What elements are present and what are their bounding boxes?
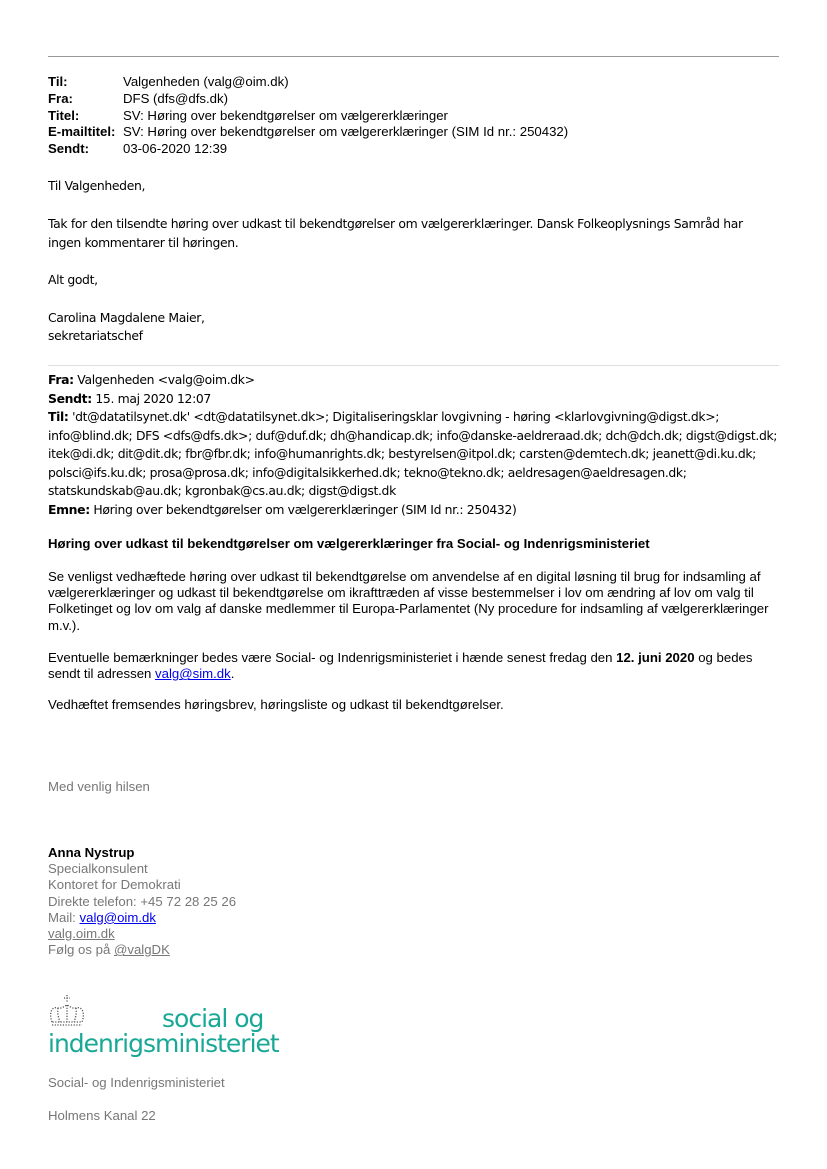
- reply-sender-title: sekretariatschef: [48, 328, 143, 343]
- email-header: [48, 74, 568, 158]
- mail-link[interactable]: valg@oim.dk: [79, 909, 156, 925]
- value: 03-06-2020 12:39: [123, 141, 228, 157]
- ministry-logo: [48, 994, 278, 1060]
- value: DFS (dfs@dfs.dk): [123, 90, 228, 106]
- top-divider: [48, 56, 779, 57]
- original-subject: [48, 501, 788, 520]
- value: Valgenheden (valg@oim.dk): [123, 74, 289, 89]
- text: .: [230, 666, 235, 682]
- logo-line1: social og: [162, 1004, 264, 1033]
- label: Til:: [48, 409, 69, 424]
- original-from: [48, 371, 788, 390]
- label: Fra:: [48, 372, 74, 387]
- value: Høring over bekendtgørelser om vælgererklæringer (SIM Id nr.: 250432): [93, 501, 517, 517]
- original-para3: Vedhæftet fremsendes høringsbrev, høringsliste og udkast til bekendtgørelser.: [48, 697, 504, 712]
- text: Eventuelle bemærkninger bedes være Social- og Indenrigsministeriet i hænde senest fredag den: [48, 650, 617, 665]
- value: Valgenheden <valg@oim.dk>: [77, 372, 255, 387]
- header-row-from: [48, 91, 568, 108]
- value: SV: Høring over bekendtgørelser om vælgererklæringer: [123, 107, 448, 123]
- reply-greeting: Til Valgenheden,: [48, 178, 146, 193]
- header-row-to: [48, 74, 568, 91]
- label: Emne:: [48, 501, 90, 517]
- original-headers: [48, 371, 788, 519]
- header-row-title: [48, 108, 568, 125]
- reply-body: Tak for den tilsendte høring over udkast til bekendtgørelser om vælgererklæringer. Dansk Folkeoplysnings Samråd har ingen kommentarer til høringen.: [48, 216, 743, 250]
- reply-sender-name: Carolina Magdalene Maier,: [48, 310, 205, 325]
- signature-follow: [48, 942, 783, 958]
- label: Sendt:: [48, 141, 90, 157]
- logo-line2: indenrigsministeriet: [48, 1029, 279, 1058]
- reply-closing: Alt godt,: [48, 272, 98, 287]
- label: E-mailtitel:: [48, 124, 116, 140]
- ministry-name: Social- og Indenrigsministeriet: [48, 1075, 225, 1090]
- label: Fra:: [48, 90, 73, 106]
- quote-divider: [48, 365, 779, 366]
- original-heading: Høring over udkast til bekendtgørelser om vælgererklæringer fra Social- og Indenrigsministeriet: [48, 536, 650, 551]
- deadline-date: 12. juni 2020: [616, 650, 695, 665]
- signature-greeting: Med venlig hilsen: [48, 779, 150, 794]
- twitter-link[interactable]: @valgDK: [113, 942, 170, 958]
- value: SV: Høring over bekendtgørelser om vælgererklæringer (SIM Id nr.: 250432): [123, 124, 569, 140]
- email-link[interactable]: valg@sim.dk: [155, 666, 231, 682]
- label: Mail:: [48, 909, 80, 925]
- crown-icon: [48, 994, 86, 1028]
- original-to: [48, 408, 788, 501]
- original-para1: Se venligst vedhæftede høring over udkast til bekendtgørelse om anvendelse af en digital løsning til brug for indsamling af vælgererklæringer og udkast til bekendtgørelse om ikrafttræden af visse bestemmelser i lov om ændring af lov om valg til Folketinget og lov om valg af danske medlemmer til Europa-Parlamentet (Ny procedure for indsamling af vælgererklæringer m.v.).: [48, 569, 769, 633]
- label: Sendt:: [48, 390, 92, 406]
- original-sent: [48, 390, 788, 409]
- label: Følg os på: [48, 942, 114, 958]
- signature-mail: [48, 910, 783, 926]
- signature-office: Kontoret for Demokrati: [48, 877, 181, 893]
- signature-role: Specialkonsulent: [48, 861, 148, 877]
- label: Titel:: [48, 107, 80, 123]
- text: og bedes sendt til adressen: [48, 650, 753, 682]
- signature-name: Anna Nystrup: [48, 845, 135, 860]
- original-para2: [48, 650, 783, 682]
- ministry-address: Holmens Kanal 22: [48, 1108, 156, 1123]
- signature-phone: Direkte telefon: +45 72 28 25 26: [48, 893, 237, 909]
- value: 'dt@datatilsynet.dk' <dt@datatilsynet.dk>; Digitaliseringsklar lovgivning - høring <klarlovgivning@digst.dk>; info@blind.dk; DFS <dfs@dfs.dk>; duf@duf.dk; dh@handicap.dk; info@danske-aeldreraad.dk; dch@dch.dk; digst@digst.dk; itek@di.dk; dit@dit.dk; fbr@fbr.dk; info@humanrights.dk; bestyrelsen@itpol.dk; carsten@demtech.dk; jeanett@di.ku.dk; polsci@ifs.ku.dk; prosa@prosa.dk; info@digitalsikkerhed.dk; tekno@tekno.dk; aeldresagen@aeldresagen.dk; statskundskab@au.dk; kgronbak@cs.au.dk; digst@digst.dk: [48, 409, 778, 498]
- value: 15. maj 2020 12:07: [95, 390, 211, 406]
- header-row-email-title: [48, 124, 568, 141]
- signature-block: [48, 845, 783, 958]
- label: Til:: [48, 74, 68, 89]
- website-link[interactable]: valg.oim.dk: [48, 926, 115, 942]
- header-row-sent: [48, 141, 568, 158]
- signature-website: [48, 926, 783, 942]
